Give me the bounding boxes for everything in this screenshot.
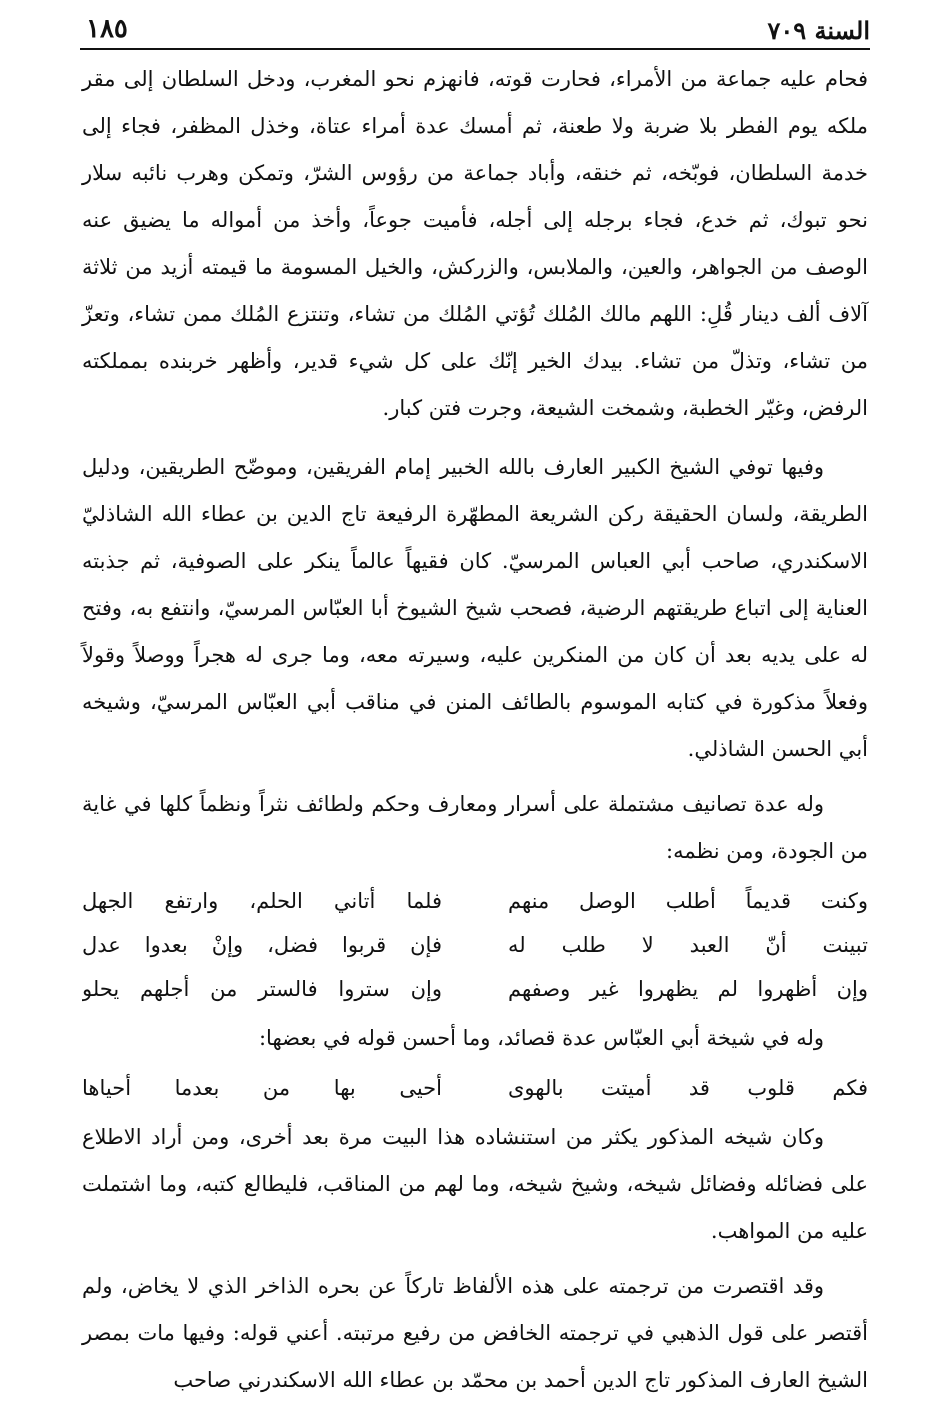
page-number: ١٨٥ — [86, 14, 128, 44]
poem-verse — [82, 879, 868, 923]
running-head: السنة ٧٠٩ — [767, 16, 870, 45]
poem-block-1 — [82, 879, 868, 1011]
verse-first-hemistich: وكنت قديماً أطلب الوصل منهم — [508, 889, 868, 913]
verse-second-hemistich: أحيى بها من بعدما أحياها — [82, 1076, 442, 1100]
paragraph-sultan-return: فحام عليه جماعة من الأمراء، فحارت قوته، فانهزم نحو المغرب، ودخل السلطان إلى مقر ملكه يوم الفطر بلا ضربة ولا طعنة، ثم أمسك عدة أمراء عتاة، وخذل المظفر، فجاء إلى خدمة السلطان، فوبّخه، ثم خنقه، وأباد جماعة من رؤوس الشرّ، وتمكن وهرب نائبه سلار نحو تبوك، ثم خدع، فجاء برجله إلى أجله، فأميت جوعاً، وأخذ من أمواله ما يضيق عنه الوصف من الجواهر، والعين، والملابس، والزركش، والخيل المسومة ما قيمته أزيد من ثلاثة آلاف ألف دينار قُلِ: اللهم مالك المُلك تُؤتي المُلك من تشاء، وتنتزع المُلك ممن تشاء، وتعزّ من تشاء، وتذلّ من تشاء. بيدك الخير إنّك على كل شيء قدير، وأظهر خربنده بمملكته الرفض، وغيّر الخطبة، وشمخت الشيعة، وجرت فتن كبار. — [82, 67, 868, 420]
paragraph-ibn-ataillah-death: وفيها توفي الشيخ الكبير العارف بالله الخبير إمام الفريقين، وموضّح الطريقين، ودليل الطريقة، ولسان الحقيقة ركن الشريعة المطهّرة الرفيعة تاج الدين بن عطاء الله الشاذليّ الاسكندري، صاحب أبي العباس المرسيّ. كان فقيهاً عالماً ينكر على الصوفية، ثم جذبته العناية إلى اتباع طريقتهم الرضية، فصحب شيخ الشيوخ أبا العبّاس المرسيّ، وانتفع به، وفتح له على يديه بعد أن كان من المنكرين عليه، وسيرته معه، وما جرى له هجراً ووصلاً وقولاً وفعلاً مذكورة في كتابه الموسوم بالطائف المنن في مناقب أبي العبّاس المرسيّ، وشيخه أبي الحسن الشاذلي. — [82, 455, 868, 761]
paragraph-works-intro: وله عدة تصانيف مشتملة على أسرار ومعارف وحكم ولطائف نثراً ونظماً كلها في غاية من الجودة، ومن نظمه: — [82, 792, 868, 863]
verse-first-hemistich: فكم قلوب قد أميتت بالهوى — [508, 1076, 868, 1100]
verse-second-hemistich: فإن قربوا فضل، وإنْ بعدوا عدل — [82, 933, 442, 957]
poem-block-2 — [82, 1066, 868, 1110]
verse-second-hemistich: وإن ستروا فالستر من أجلهم يحلو — [82, 977, 442, 1001]
paragraph-shaykh-recitation: وكان شيخه المذكور يكثر من استنشاده هذا البيت مرة بعد أخرى، ومن أراد الاطلاع على فضائله وفضائل شيخه، وشيخ شيخه، وما لهم من المناقب، فليطالع كتبه، وما اشتملت عليه من المواهب. — [82, 1125, 868, 1243]
verse-second-hemistich: فلما أتاني الحلم، وارتفع الجهل — [82, 889, 442, 913]
paragraph-qasaid-intro: وله في شيخة أبي العبّاس عدة قصائد، وما أحسن قوله في بعضها: — [258, 1026, 824, 1050]
page-body — [82, 56, 868, 1404]
verse-first-hemistich: تبينت أنّ العبد لا طلب له — [508, 933, 868, 957]
page-header — [80, 10, 870, 50]
paragraph-dhahabi-quote: وقد اقتصرت من ترجمته على هذه الألفاظ تاركاً عن بحره الذاخر الذي لا يخاض، ولم أقتصر على قول الذهبي في ترجمته الخافض من رفيع مرتبته. أعني قوله: وفيها مات بمصر الشيخ العارف المذكور تاج الدين أحمد بن محمّد بن عطاء الله الاسكندرني صاحب — [82, 1274, 868, 1392]
poem-verse — [82, 923, 868, 967]
header-divider — [80, 48, 870, 50]
poem-verse — [82, 1066, 868, 1110]
verse-first-hemistich: وإن أظهروا لم يظهروا غير وصفهم — [508, 977, 868, 1001]
poem-verse — [82, 967, 868, 1011]
